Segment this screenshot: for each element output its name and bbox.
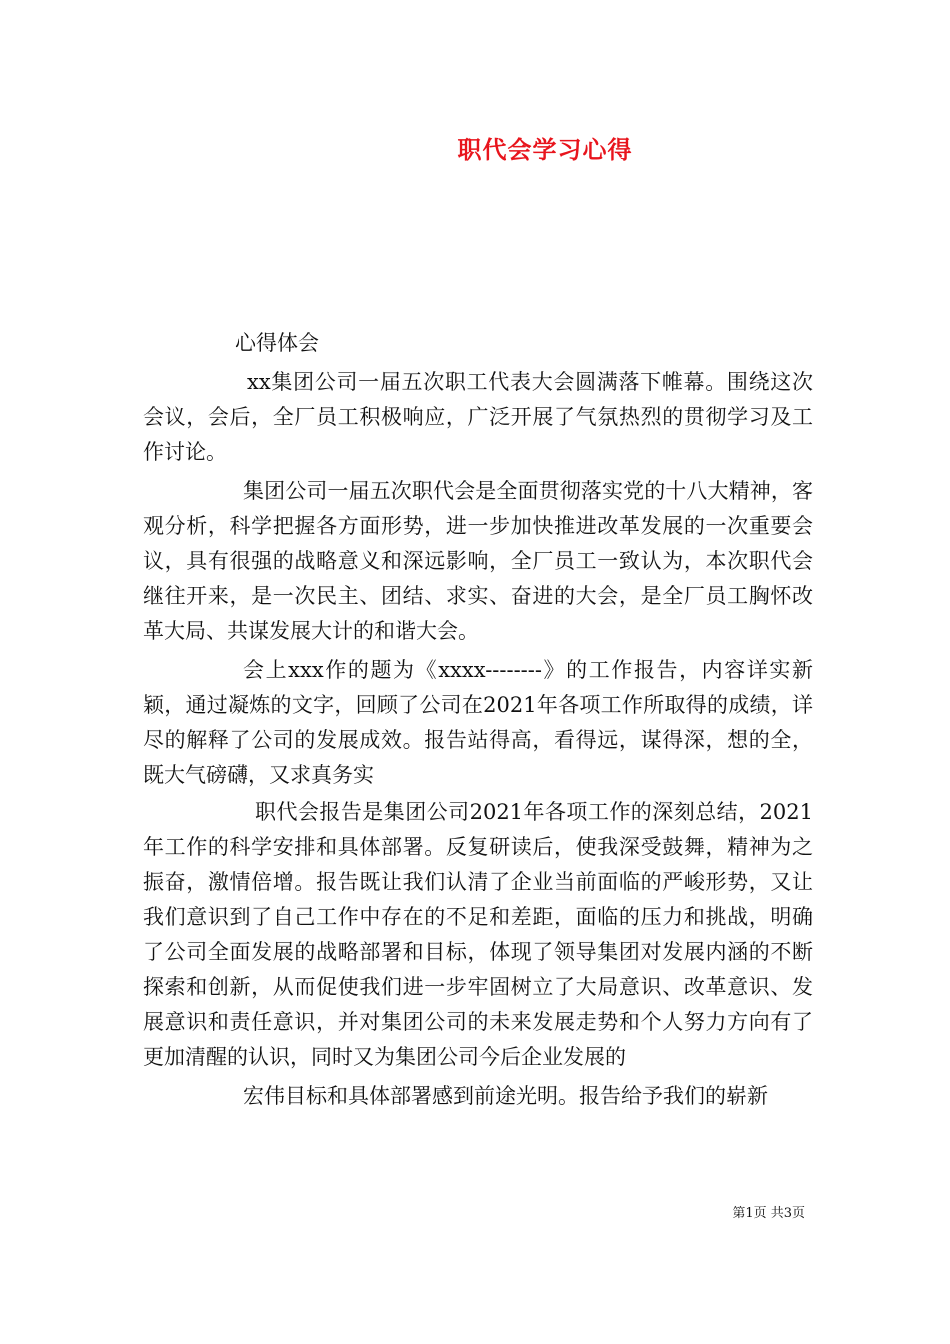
paragraph-2: 集团公司一届五次职代会是全面贯彻落实党的十八大精神，客观分析，科学把握各方面形势，进一步加快推进改革发展的一次重要会议，具有很强的战略意义和深远影响，全厂员工一致认为，本次职代会继往开来，是一次民主、团结、求实、奋进的大会，是全厂员工胸怀改革大局、共谋发展大计的和谐大会。 xyxy=(143,479,813,643)
paragraph-4: 职代会报告是集团公司2021年各项工作的深刻总结，2021年工作的科学安排和具体部署。反复研读后，使我深受鼓舞，精神为之振奋，激情倍增。报告既让我们认清了企业当前面临的严峻形势，又让我们意识到了自己工作中存在的不足和差距，面临的压力和挑战，明确了公司全面发展的战略部署和目标，体现了领导集团对发展内涵的不断探索和创新，从而促使我们进一步牢固树立了大局意识、改革意识、发展意识和责任意识，并对集团公司的未来发展走势和个人努力方向有了更加清醒的认识，同时又为集团公司今后企业发展的 xyxy=(143,800,813,1069)
page-number-indicator: 第1页 共3页 xyxy=(732,1206,805,1221)
document-title: 职代会学习心得 xyxy=(457,135,633,164)
document-body xyxy=(143,326,813,1114)
section-label: 心得体会 xyxy=(235,331,319,355)
paragraph-3: 会上xxx作的题为《xxxx--------》的工作报告，内容详实新颖，通过凝炼的文字，回顾了公司在2021年各项工作所取得的成绩，详尽的解释了公司的发展成效。报告站得高，看得远，谋得深，想的全，既大气磅礴，又求真务实 xyxy=(143,658,813,787)
paragraph-1: xx集团公司一届五次职工代表大会圆满落下帷幕。围绕这次会议，会后，全厂员工积极响应，广泛开展了气氛热烈的贯彻学习及工作讨论。 xyxy=(143,370,813,464)
paragraph-5: 宏伟目标和具体部署感到前途光明。报告给予我们的崭新 xyxy=(243,1084,768,1108)
